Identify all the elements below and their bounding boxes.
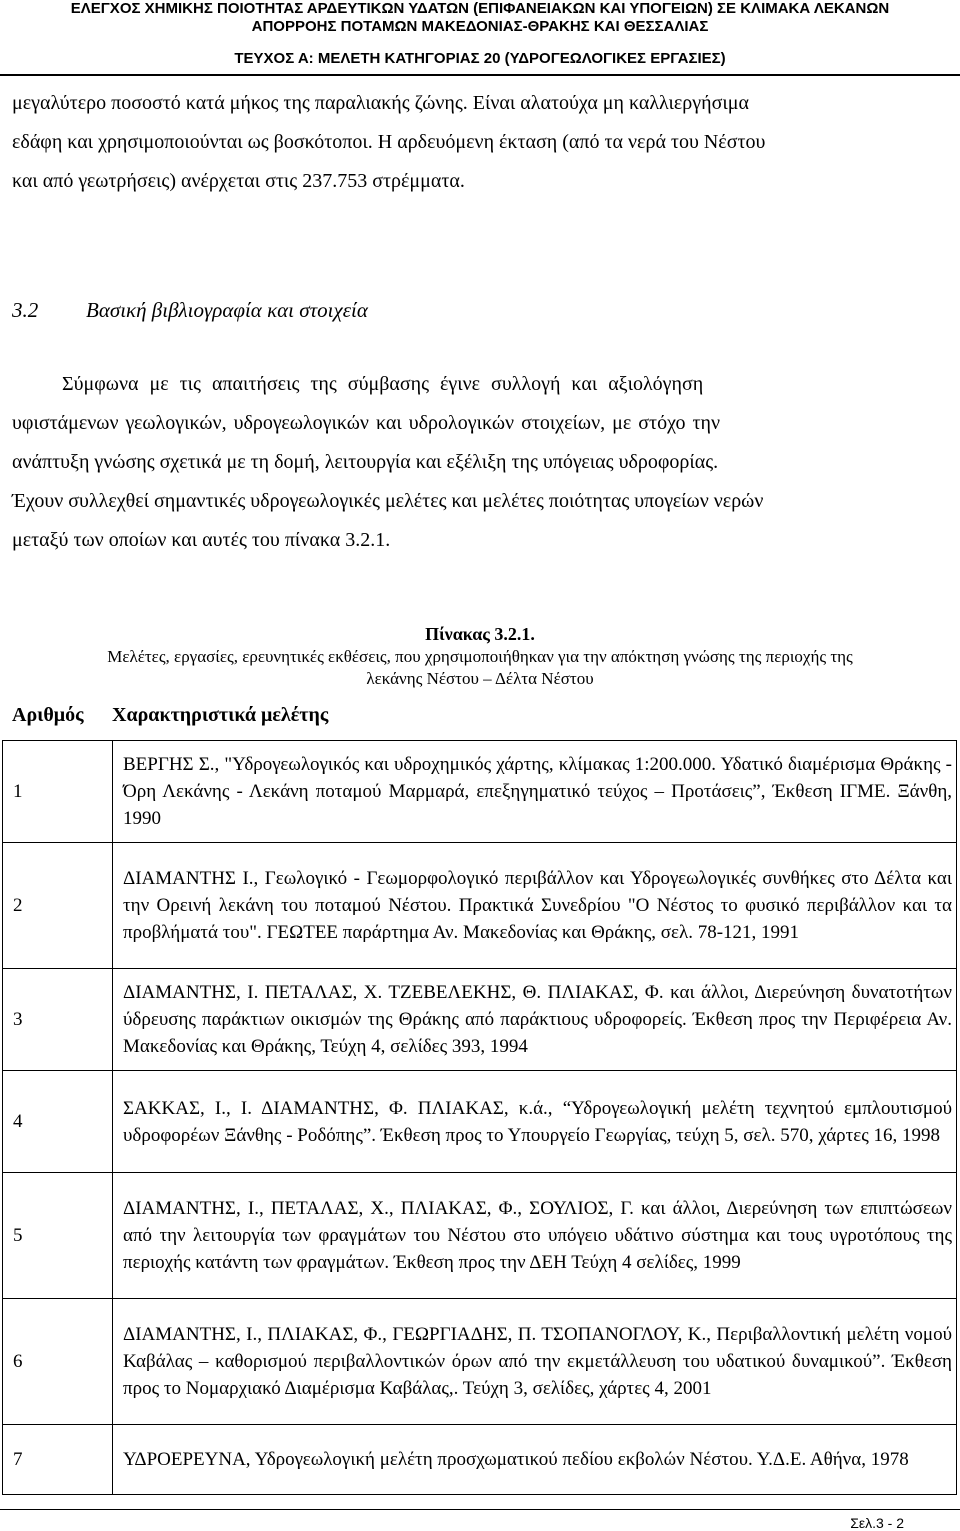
intro-line: εδάφη και χρησιμοποιούνται ως βοσκότοποι. Η αρδευόμενη έκταση (από τα νερά του Νέστου [12,131,766,153]
table-row [3,1425,957,1495]
body-line: υφιστάμενων γεωλογικών, υδρογεωλογικών και υδρολογικών στοιχείων, με στόχο την [12,412,721,434]
section-number: 3.2 [12,298,39,322]
bibliography-table [2,740,957,1495]
row-description: ΔΙΑΜΑΝΤΗΣ Ι., Γεωλογικό - Γεωμορφολογικό περιβάλλον και Υδρογεωλογικές συνθήκες στο Δέλτα και την Ορεινή λεκάνη του ποταμού Νέστου. Πρακτικά Συνεδρίου "Ο Νέστος το φυσικό περιβάλλον και τα προβλήματά του". ΓΕΩΤΕΕ παράρτημα Αν. Μακεδονίας και Θράκης, σελ. 78-121, 1991 [113,843,957,969]
row-number: 7 [3,1425,113,1495]
header-rule [0,74,960,76]
row-description: ΔΙΑΜΑΝΤΗΣ, Ι., ΠΕΤΑΛΑΣ, Χ., ΠΛΙΑΚΑΣ, Φ., ΣΟΥΛΙΟΣ, Γ. και άλλοι, Διερεύνηση των επιπτώσεων από την λειτουργία των φραγμάτων του Νέστου στο υπόγειο υδάτινο σύστημα και τους υγροτόπους της περιοχής κατάντη των φραγμάτων. Έκθεση προς την ΔΕΗ Τεύχη 4 σελίδες, 1999 [113,1173,957,1299]
table-row [3,741,957,843]
table-row [3,1071,957,1173]
row-description: ΔΙΑΜΑΝΤΗΣ, Ι. ΠΕΤΑΛΑΣ, Χ. ΤΖΕΒΕΛΕΚΗΣ, Θ. ΠΛΙΑΚΑΣ, Φ. και άλλοι, Διερεύνηση δυνατοτήτων ύδρευσης παράκτιων οικισμών της Θράκης από παράκτιους υδροφορείς. Έκθεση προς την Περιφέρεια Αν. Μακεδονίας και Θράκης, Τεύχη 4, σελίδες 393, 1994 [113,969,957,1071]
body-line: Έχουν συλλεχθεί σημαντικές υδρογεωλογικές μελέτες και μελέτες ποιότητας υπογείων νερών [12,490,764,512]
table-caption-line: Μελέτες, εργασίες, ερευνητικές εκθέσεις, που χρησιμοποιήθηκαν για την απόκτηση γνώσης της περιοχής της [107,647,853,666]
row-description: ΒΕΡΓΗΣ Σ., "Υδρογεωλογικός και υδροχημικός χάρτης, κλίμακας 1:200.000. Υδατικό διαμέρισμα Θράκης - Όρη Λεκάνης - Λεκάνη ποταμού Μαρμαρά, επεξηγηματικό τεύχος – Προτάσεις”, Έκθεση ΙΓΜΕ. Ξάνθη, 1990 [113,741,957,843]
column-header-number: Αριθμός [12,704,84,726]
table-caption-line: λεκάνης Νέστου – Δέλτα Νέστου [366,669,594,688]
section-title: Βασική βιβλιογραφία και στοιχεία [86,298,368,322]
row-description: ΣΑΚΚΑΣ, Ι., Ι. ΔΙΑΜΑΝΤΗΣ, Φ. ΠΛΙΑΚΑΣ, κ.ά., “Υδρογεωλογική μελέτη τεχνητού εμπλουτισμού υδροφορέων Ξάνθης - Ροδόπης”. Έκθεση προς το Υπουργείο Γεωργίας, τεύχη 5, σελ. 570, χάρτες 16, 1998 [113,1071,957,1173]
row-description: ΥΔΡΟΕΡΕΥΝΑ, Υδρογεωλογική μελέτη προσχωματικού πεδίου εκβολών Νέστου. Υ.Δ.Ε. Αθήνα, 1978 [113,1425,957,1495]
body-line: μεταξύ των οποίων και αυτές του πίνακα 3.2.1. [12,529,391,551]
table-row [3,1173,957,1299]
table-caption-subtitle [0,646,960,690]
row-number: 4 [3,1071,113,1173]
footer-rule [0,1509,960,1510]
body-line: ανάπτυξη γνώσης σχετικά με τη δομή, λειτουργία και εξέλιξη της υπόγειας υδροφορίας. [12,451,719,473]
row-number: 1 [3,741,113,843]
body-paragraph [12,365,957,560]
column-header-description: Χαρακτηριστικά μελέτης [112,704,329,726]
row-number: 5 [3,1173,113,1299]
row-description: ΔΙΑΜΑΝΤΗΣ, Ι., ΠΛΙΑΚΑΣ, Φ., ΓΕΩΡΓΙΑΔΗΣ, Π. ΤΣΟΠΑΝΟΓΛΟΥ, Κ., Περιβαλλοντική μελέτη νομού Καβάλας – καθορισμού περιβαλλοντικών όρων από την εκμετάλλευση του υδατικού δυναμικού”. Έκθεση προς το Νομαρχιακό Διαμέρισμα Καβάλας,. Τεύχη 3, σελίδες, χάρτες 4, 2001 [113,1299,957,1425]
body-line: Σύμφωνα με τις απαιτήσεις της σύμβασης έγινε συλλογή και αξιολόγηση [62,373,704,395]
intro-line: μεγαλύτερο ποσοστό κατά μήκος της παραλιακής ζώνης. Είναι αλατούχα μη καλλιεργήσιμα [12,92,749,114]
header-line-1: ΕΛΕΓΧΟΣ ΧΗΜΙΚΗΣ ΠΟΙΟΤΗΤΑΣ ΑΡΔΕΥΤΙΚΩΝ ΥΔΑΤΩΝ (ΕΠΙΦΑΝΕΙΑΚΩΝ ΚΑΙ ΥΠΟΓΕΙΩΝ) ΣΕ ΚΛΙΜΑΚΑ ΛΕΚΑΝΩΝ [70,0,890,17]
table-row [3,1299,957,1425]
row-number: 6 [3,1299,113,1425]
row-number: 3 [3,969,113,1071]
table-row [3,969,957,1071]
header-line-3: ΤΕΥΧΟΣ Α: ΜΕΛΕΤΗ ΚΑΤΗΓΟΡΙΑΣ 20 (ΥΔΡΟΓΕΩΛΟΓΙΚΕΣ ΕΡΓΑΣΙΕΣ) [234,50,726,67]
table-row [3,843,957,969]
section-heading [12,290,368,330]
table-caption-title: Πίνακας 3.2.1. [425,624,535,644]
intro-line: και από γεωτρήσεις) ανέρχεται στις 237.753 στρέμματα. [12,170,465,192]
header-line-2: ΑΠΟΡΡΟΗΣ ΠΟΤΑΜΩΝ ΜΑΚΕΔΟΝΙΑΣ-ΘΡΑΚΗΣ ΚΑΙ ΘΕΣΣΑΛΙΑΣ [251,18,709,35]
row-number: 2 [3,843,113,969]
intro-paragraph [12,84,957,201]
page-number: Σελ.3 - 2 [850,1515,904,1531]
